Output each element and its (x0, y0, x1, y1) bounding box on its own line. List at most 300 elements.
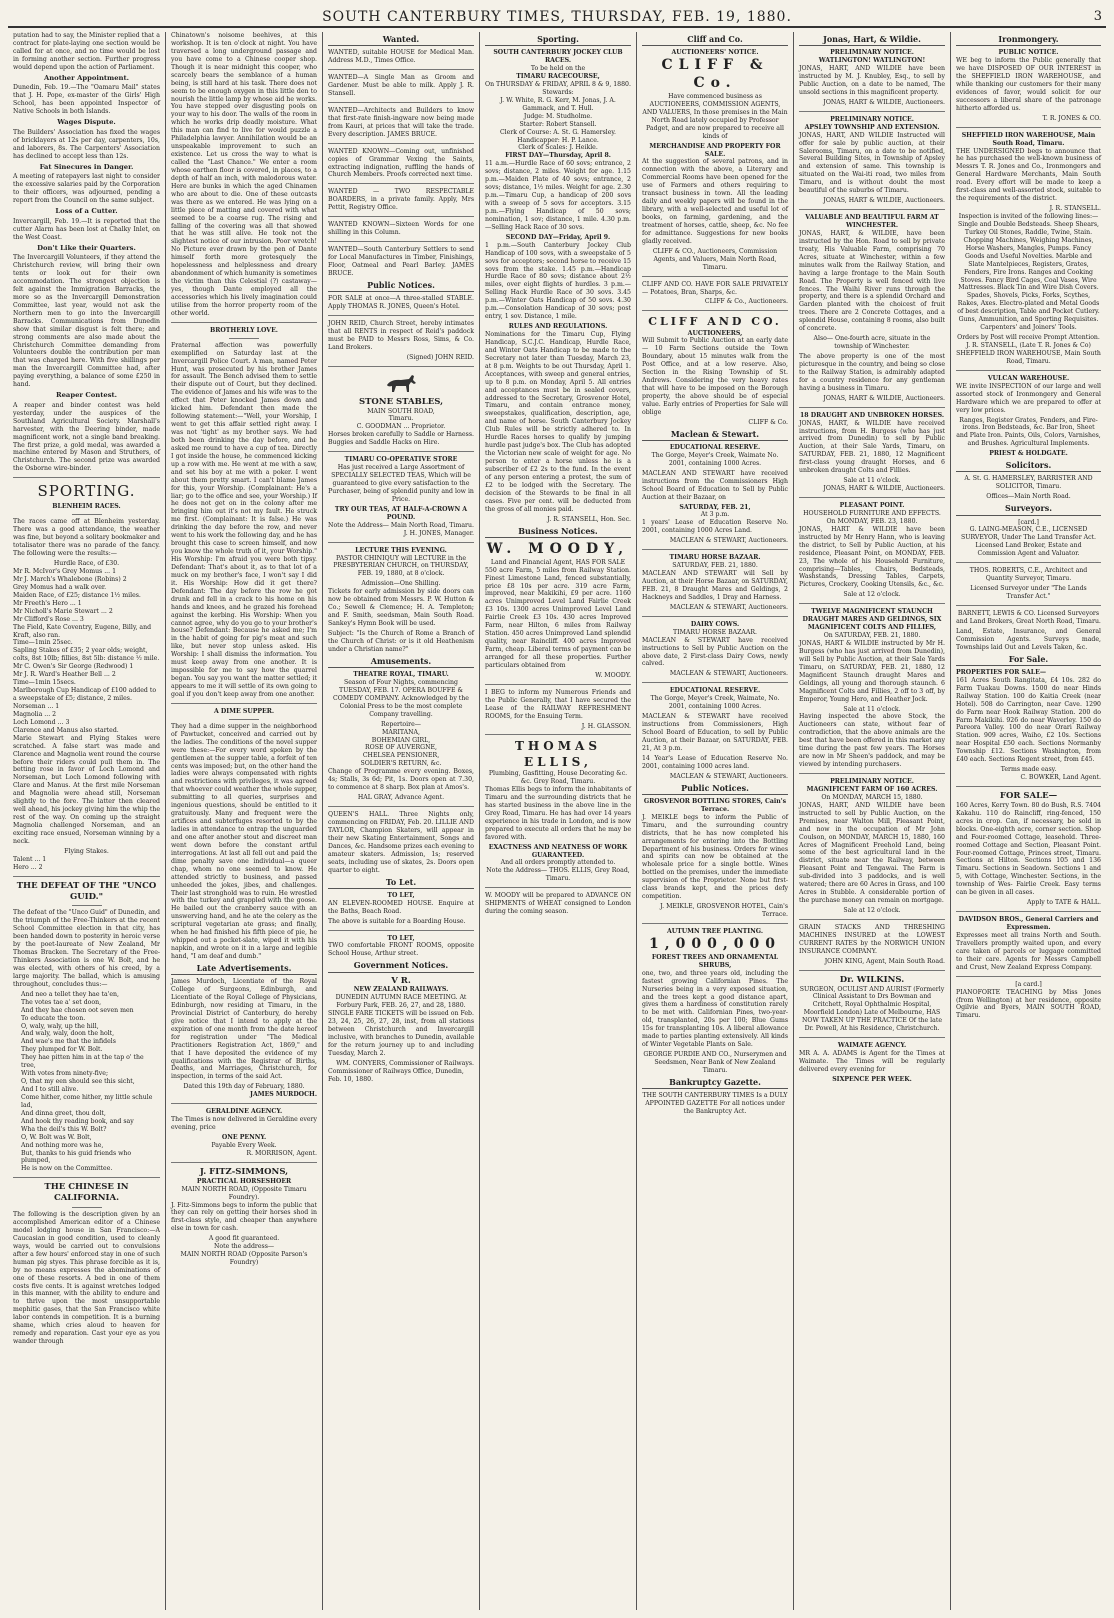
ad-text: G. LAING-MEASON, C.E., LICENSED SURVEYOR, Under The Land Transfer Act. Licensed Land Broker, Estate and Commission Agent and Valuator. (960, 526, 1097, 558)
article-title: THE DEFEAT OF THE "UNCO GUID." (16, 880, 157, 902)
race-line: Magnolia ... 2 (13, 710, 57, 718)
ad-text: AN ELEVEN-ROOMED HOUSE. Enquire at the Baths, Beach Road. (328, 899, 474, 915)
ad-address: Note the Address— THOS. ELLIS, Grey Road, Timaru. (486, 867, 630, 883)
ad-title: NEW ZEALAND RAILWAYS. (353, 986, 449, 994)
subheading: Loss of a Cutter. (55, 207, 118, 215)
verse (13, 991, 160, 1174)
ad-address: Offices—Main North Road. (986, 493, 1071, 501)
ad-signature: MACLEAN & STEWART, Auctioneers. (669, 670, 788, 678)
ad-signature: R. MORRISON, Agent. (246, 1149, 317, 1157)
column-5 (636, 32, 793, 1610)
divider (328, 806, 474, 807)
ad-text: At the suggestion of several patrons, and in connection with the above, a Literary and Commercial Rooms have been opened for the use of Farmers and others requiring to transact business in town. All the leading daily and weekly papers will be found in the library, with a well-selected and useful lot of books, on farming, gardening, and the treatment of horses, cattle, sheep, &c. No fee for admittance. Suggestions for new books gladly received. (642, 158, 788, 245)
ad-address: MAIN NORTH ROAD (Opposite Parson's Foundry) (180, 1251, 308, 1267)
ad-title: WATLINGTON! WATLINGTON! (818, 57, 926, 65)
ad-text: Admission—One Shilling. (361, 580, 441, 588)
article-text: Chinatown's noisome beehives, at this workshop. It is ten o'clock at night. You have traversed a long underground passage and you have come to a Chinese cooper shop. Though it is near midnight this cooper, who scarcely bears the semblance of a human being, is still hard at his task. There does not seem to be enough oxygen in this little den to nourish the little lamp by whose aid he works. You have stepped over disgusting pools on your way to his door. The walls of the room in which he works drip deadly moisture. What this man can find to live for would puzzle a Philadelphia lawyer. Annihilation would be an unspeakable improvement to such an existence. Let us cross the way to what is called the "Last Chance." We enter a room whose earthen floor is covered, in places, to a depth of half an inch, with malodorous water. Here are bunks in which the aged Chinamen who are about to die. One of these outcasts was there as we entered. He was lying on a little piece of matting and covered with what seemed to be a coarse rug. The rising and falling of the covering was all that showed that he was still alive. He took not the slightest notice of our intrusion. Poor wretch! No Picture ever drawn by the pen of Dante himself forth more grotesquely the hopelessness and helplessness and dreary abandonment of which humanity is sometimes the victim than this Celestial (?) castaway—yes, though Dante employed all the accessories which his lively imagination could utilise from the horror property room of the other world. (171, 32, 317, 317)
divider (485, 887, 631, 888)
ad-title: THEATRE ROYAL, TIMARU. (353, 671, 449, 679)
ad-date: On SATURDAY, FEB. 21, 1880. (823, 632, 921, 640)
ad-signature: WM. CONYERS, Commissioner of Railways. (336, 1059, 474, 1067)
ad-text: To be held on the (530, 65, 586, 73)
ad-signature: MACLEAN & STEWART, Auctioneers. (669, 537, 788, 545)
classified-ad: FOR SALE at once—A three-stalled STABLE. Apply THOMAS R. JONES, Queen's Hotel. (328, 295, 474, 311)
article-text: The defeat of the "Unco Guid" of Dunedin, and the triumph of the Free-Thinkers at the recent School Committee election in that city, has been handed down to posterity in heroic verse by the poet-laureate of New Zealand, Mr Thomas Bracken. The Secretary of the Free-Thinkers Association is one W. Bolt, and he was elected, with others of his creed, by a large majority. The ballad, which is amusing throughout, concludes thus:— (13, 909, 160, 988)
ad-text: MR A. A. ADAMS is Agent for the Times at Waimate. The Times will be regularly delivered every evening for (799, 1050, 945, 1073)
ad-text: Nominations for the Timaru Cup, Flying Handicap, S.C.J.C. Handicap, Hurdle Race, and Winter Oats Handicap to be made to the Secretary not later than Tuesday, March 23, at 8 p.m. Weights to be out Thursday, April 1. Acceptances, with sweep and general entries, up to 8 p.m. on Monday, April 5. All entries and acceptances must be in sealed covers, addressed to the Secretary, Grosvenor Hotel, Timaru, and contain entrance money, sweepstakes, qualification, description, age, and name of horse. South Canterbury Jockey Club Rules will be strictly adhered to. In Hurdle Races horses to qualify by jumping hurdle past judge's box. The Club has adopted the Victorian new scale of weight for age. No person to enter a horse unless he is a subscriber of £2 2s to the fund. In the event of any person entering a protest, the sum of £2 to be lodged with the Secretary. The decision of the Stewards to be final in all cases. Five per cent. will be deducted from the gross of all monies paid. (485, 331, 631, 513)
ad-title: MAGNIFICENT FARM OF 160 ACRES. (806, 785, 938, 793)
ad-text: 161 Acres South Rangitata, £4 10s. 282 do Farm Tuakau Downs. 1500 do near Hinds Railway Station. 100 do Kaitia Creek (near Hotel). 508 do Carrington, near Cave. 1290 do Farm near Hook Railway Station. 200 do Farm Makikihi. 926 do near Waverley. 150 do Pareora Valley. 100 do near Orari Railway Station. 909 acres, Waiho, £2 10s. Sections near Hospital £50 each. Sections Normanby Township £12. Sections Washington, from £40 each. Sections Regent street, from £45. (956, 676, 1101, 764)
ad-text: A good fit guaranteed. (208, 1235, 280, 1243)
article-text: They had a dime supper in the neighborhood of Pawtucket, conceived and carried out by the ladies. The conditions of the novel supper were these:—For every word spoken by the gentlemen at the supper table, a forfeit of ten cents was imposed; but, on the other hand the ladies were always compensated with rights and restrictions with privileges, it was agreed that whoever could weather the whole supper, submitting to all queries, surprises and ingenious questions, should be entitled to it gratuitously. Many and frequent were the artifices and subterfuges resorted to by the ladies in attendance to entrap the unguarded and one after another stout and discreet man went down before the constant artful interrogations. At last all fell out and paid the dime penalty save one individual—a queer chap, whom no one seemed to know. He attended strictly to business, and passed unheeded the jokes, jibes, and challenges. Their last stronghold was to ruin. He wrestled with the turkey and grappled with the goose. He bailed out the cranberry sauce with an unswerving hand, and he ate the celery as the scriptural vegetarian ate grass; and finally, when he had finished his fifth piece of pie, he whipped out a pocket-slate, wiped it with his napkin, and wrote on it in a large and legible hand, "I am deaf and dumb." (171, 722, 317, 960)
divider (328, 930, 474, 931)
divider (799, 773, 945, 774)
ad-title: STONE STABLES, (358, 396, 444, 407)
article-text: putation had to say, the Minister replied that a contract for plate-laying one section would be called for at once, and no time would be lost in forming another section. Further progress would depend upon the action of Parliament. (13, 32, 160, 71)
ad-text: C. GOODMAN ... Proprietor. (356, 423, 446, 431)
divider (72, 1207, 102, 1208)
ad-text: Sale at 12 o'clock. (843, 591, 901, 599)
ad-signature: JONAS, HART & WILDIE, Auctioneers. (823, 197, 945, 205)
royal-cipher: V R. (391, 975, 411, 986)
ad-text: TRY OUR TEAS, AT HALF-A-CROWN A POUND. (334, 505, 468, 521)
race-heading: Flying Stakes. (64, 847, 109, 855)
ad-title: PRELIMINARY NOTICE. (830, 115, 914, 123)
article-text: Dunedin, Feb. 19.—The "Oamaru Mail" states that J. H. Pope, ex-master of the Girls' High School, has been appointed Inspector of Native Schools in both Islands. (13, 84, 160, 116)
ad-text: Sale at 11 o'clock. (843, 477, 901, 485)
ad-title: GERALDINE AGENCY. (205, 1108, 283, 1116)
ad-title-large: 1,000,000 (649, 935, 781, 952)
verse-line: And nothing more was he, (21, 1141, 104, 1149)
divider (13, 1177, 160, 1178)
race-line: Mr Freeth's Hero ... 1 (13, 599, 82, 607)
ad-text: Change of Programme every evening. Boxes, 4s; Stalls, 3s 6d; Pit, 1s. Doors open at 7.30, to commence at 8 sharp. Box plan at Amos's. (328, 768, 474, 792)
ad-text: JONAS, HART & WILDIE have been instructed by Mr Henry Hann, who is leaving the district, to Sell by Public Auction, at his residence, Pleasant Point, on MONDAY, FEB. 23, The whole of his Household Furniture, comprising—Tables, Chairs, Bedsteads, Washstands, Dressing Tables, Carpets, Pictures, Crockery, Cooking Utensils, &c., &c. (799, 525, 945, 589)
divider (171, 1162, 317, 1163)
ad-title: SHEFFIELD IRON WAREHOUSE, Main South Road, Timaru. (961, 131, 1096, 147)
ad-text: James Murdoch, Licentiate of the Royal College of Surgeons, Edinburgh, and Licentiate of the Royal College of Physicians, Edinburgh, now residing at Timaru, in the Provincial District of Canterbury, do hereby give notice that I intend to apply at the expiration of one month from the date hereof for registration under "The Medical Practitioners Registration Act, 1869," and that I have deposited the evidence of my qualifications with the Registrar of Births, Deaths, and Marriages, Christchurch, for inspection, in terms of the said Act. (171, 978, 317, 1081)
ad-text: I BEG to inform my Numerous Friends and the Public Generally, that I have secured the Lease of the RAILWAY REFRESHMENT ROOMS, for the Ensuing Term. (485, 688, 631, 720)
ad-text: The above property is one of the most picturesque in the country, and being so close to the Railway Station, is admirably adapted for a country residence for any gentleman having a business in Timaru. (799, 353, 945, 392)
divider (328, 366, 474, 367)
ad-text: Payable Every Week. (211, 1141, 277, 1149)
ad-subtitle: AUCTIONEERS, (687, 329, 743, 337)
play-title: BOHEMIAN GIRL, (371, 736, 431, 744)
article-text: The races came off at Blenheim yesterday. There was a good attendance, the weather was fine, but beyond a solitary bookmaker and totalisator there was no parade of the fancy. The following were the results:— (13, 518, 160, 558)
race-line: Grey Momus had a walk over. (13, 583, 107, 591)
ad-address: MAIN NORTH ROAD, (Opposite Timaru Foundry). (181, 1185, 307, 1201)
ad-text: PASTOR CHINIQUY will LECTURE in the PRESBYTERIAN CHURCH, on THURSDAY, FEB. 19, 1880, at 8 o'clock. (333, 554, 469, 578)
section-title-business-notices: Business Notices. (485, 526, 631, 538)
ad-text: The Times is now delivered in Geraldine every evening, price (171, 1116, 317, 1132)
ad-title: GROSVENOR BOTTLING STORES, Cain's Terrace. (643, 797, 787, 813)
ad-text: Terms made easy. (1000, 766, 1057, 774)
ad-text: Subject: "Is the Church of Rome a Branch of the Church of Christ: or is it old Heathenism under a Christian name?" (328, 629, 474, 653)
divider (229, 338, 259, 339)
ad-text: Orders by Post will receive Prompt Attention. (957, 334, 1100, 342)
ad-text: JONAS, HART, AND WILDIE have been instructed by M. J. Knubley, Esq., to sell by Public Auction, on a date to be named, The unsold sections in this magnificent property. (799, 65, 945, 96)
ad-subtitle: TIMARU HORSE BAZAAR. (673, 628, 757, 636)
ad-signature: CLIFF & Co., Auctioneers. (704, 298, 788, 306)
ad-text: THOS. ROBERTS, C.E., Architect and Quantity Surveyor, Timaru. (969, 567, 1088, 583)
divider (328, 143, 474, 144)
verse-line: And they hae chosen oot seven men (21, 1006, 134, 1014)
ad-text: W. MOODY will be prepared to ADVANCE ON SHIPMENTS of WHEAT consigned to London during the coming season. (485, 892, 631, 916)
divider (956, 370, 1101, 371)
ad-title: SOUTH CANTERBURY JOCKEY CLUB RACES. (493, 49, 623, 65)
race-line: Loch Lomond ... 3 (13, 718, 70, 726)
race-line: The Field, Kate Coventry, Eugene, Billy, and Kraft, also ran. (13, 623, 152, 639)
ad-text: Note the Address— Main North Road, Timaru. (328, 521, 474, 529)
section-title-jonas: Jonas, Hart, & Wildie. (799, 34, 945, 46)
ad-text: Clerk of Course: A. St. G. Hamersley. (499, 128, 617, 136)
ad-signature: J. H. GLASSON. (581, 722, 631, 730)
divider (328, 451, 474, 452)
divider (328, 315, 474, 316)
ad-title: AUTUMN TREE PLANTING. (666, 927, 764, 935)
ad-subtitle: MERCHANDISE AND PROPERTY FOR SALE. (649, 142, 781, 158)
ad-text: Horses broken carefully to Saddle or Harness. Buggies and Saddle Hacks on Hire. (328, 431, 474, 447)
verse-line: O, that my een should see this sicht, (21, 1078, 135, 1086)
ad-signature: T. R. JONES & CO. (1042, 114, 1101, 122)
subheading: Another Appointment. (43, 73, 130, 82)
divider (171, 703, 317, 704)
verse-line: And wae's me that the infidels (21, 1038, 116, 1046)
ad-title: VALUABLE AND BEAUTIFUL FARM AT WINCHESTER. (805, 214, 939, 230)
ad-text: JONAS, HART, AND WILDIE have been instructed to sell by Public Auction, on the Premises, near Walton Mill, Pleasant Point, and now in the occupation of Mr John Coulson, on MONDAY, MARCH 15, 1880, 160 Acres of Magnificent Freehold Land, being some of the best agricultural land in the district, situate near the Railway, between Pleasant Point and Tengawai. The Farm is sub-divided into 3 paddocks, and is well watered; there are 60 Acres in Grass, and 100 Acres in Stubble. A considerable portion of the purchase money can remain on mortgage. (799, 801, 945, 905)
masthead-title: SOUTH CANTERBURY TIMES, THURSDAY, FEB. 19, 1880. (322, 9, 792, 25)
ad-date: Commissioner of Railways Office, Dunedin, Feb. 10, 1880. (328, 1067, 464, 1083)
divider (328, 241, 474, 242)
ad-address: Timaru. (388, 415, 414, 423)
ad-date: On THURSDAY & FRIDAY, APRIL 8 & 9, 1880. (485, 80, 631, 88)
race-day-heading: FIRST DAY—Thursday, April 8. (505, 152, 611, 160)
ad-signature: W. MOODY. (595, 671, 631, 679)
section-title-government-notices: Government Notices. (328, 960, 474, 972)
ad-text: Repertoire— (381, 720, 421, 728)
section-title-for-sale: For Sale. (956, 654, 1101, 666)
section-title-to-let: To Let. (328, 877, 474, 889)
verse-line: And neo a tellet they hae ta'en, (21, 990, 119, 998)
divider (799, 1037, 945, 1038)
ad-text: Clerk of Scales: J. Heikle. (518, 144, 598, 152)
ad-text: GRAIN STACKS AND THRESHING MACHINES INSURED at the LOWEST CURRENT RATES by the NORWICH UNION INSURANCE COMPANY. (799, 923, 945, 955)
ad-title: Dr. WILKINS. (839, 974, 905, 985)
article-text: A meeting of ratepayers last night to consider the excessive salaries paid by the Corporation to their officers, was adjourned, pending a report from the Council on the same subject. (13, 173, 160, 205)
verse-line: They hae pitten him in at the tap o' the tree, (21, 1054, 144, 1070)
ad-subtitle: PRACTICAL HORSESHOER (196, 1177, 292, 1185)
ad-text: Single and Double Bedsteads. Sheep Shears, Turkey Oil Stones, Raddle, Twine, Stain. Chopping Machines, Weighing Machines, Horse Washers, Mangles, Pumps. Fancy Goods and Useful Novelties. Marble and Slate Mantelpieces, Registers, Grates, Fenders, Fire Irons. Ranges and Cooking Stoves. Fancy Bird Cages, Coal Vases, Wire Mattresses. Black Tin and Wire Dish Covers. Spades, Shovels, Picks, Forks, Scythes, Rakes, Axes. Electro-plated and Metal Goods of best description, Table and Pocket Cutlery. Guns, Ammunition, and Sporting Requisites. Carpenters' and Joiners' Tools. (957, 220, 1100, 332)
divider (799, 111, 945, 112)
section-title-amusements: Amusements. (328, 656, 474, 668)
ad-title: LECTURE THIS EVENING. (355, 546, 447, 554)
section-title-ironmongery: Ironmongery. (956, 34, 1101, 46)
divider (328, 102, 474, 103)
horse-icon (381, 371, 421, 395)
ad-title: TO LET, (387, 891, 415, 899)
divider (642, 682, 788, 683)
race-line: Mr C. Owen's Sir George (Redwood) 1 (13, 663, 134, 671)
ad-text: JONAS, HART & WILDIE instructed by Mr H. Burgess (who has just arrived from Dunedin), will Sell by Public Auction, at their Sale Yards Timaru, on SATURDAY, FEB. 21, 1880, 12 Magnificent Staunch draught Mares and Geldings, all young and thorough staunch. 6 Magnificent Colts and Fillies, 2 off to 3 off, by Emperor, Young Hero, and Heather Jock. (799, 640, 945, 703)
column-3 (322, 32, 479, 1610)
verse-line: And waly, waly, doon the holt, (21, 1030, 115, 1038)
ad-text: Have commenced business as AUCTIONEERS, COMMISSION AGENTS, AND VALUERS, In those premises in the Main North Road lately occupied by Professor Padget, and are now prepared to receive all kinds of (642, 92, 788, 140)
play-title: ROSE OF AUVERGNE, (365, 744, 437, 752)
ad-signature: MACLEAN & STEWART, Auctioneers. (669, 772, 788, 780)
subheading: Wages Dispute. (57, 118, 116, 127)
ad-text: J. Fitz-Simmons begs to inform the public that they can rely on getting their horses shod in first-class style, and cheaper than anywhere else in town for cash. (171, 1201, 317, 1233)
divider (642, 276, 788, 277)
ad-title: THOMAS ELLIS, (515, 739, 601, 769)
race-line: Time—1min 25sec. (13, 639, 73, 647)
divider (328, 183, 474, 184)
classified-ad: JOHN REID, Church Street, hereby intimates that all RENTS in respect of Reid's paddock must be PAID to Messrs Ross, Sims, & Co. Land Brokers. (328, 319, 474, 351)
divider (799, 603, 945, 604)
ad-text: Sale at 12 o'clock. (843, 907, 901, 915)
ad-signature: HAL GRAY, Advance Agent. (357, 794, 445, 802)
ad-title-large: CLIFF & Co. (661, 57, 769, 92)
ad-text: MACLEAN AND STEWART have received instructions from the Commissioners High School Board of Education to Sell by Public Auction at their Bazaar, on (642, 469, 788, 501)
divider (956, 127, 1101, 128)
ad-text: Licensed Surveyor under "The Lands Transfer Act." (970, 585, 1087, 601)
ad-text: JONAS, HART, & WILDIE have received instructions, from H. Burgess (who has just arrived from Dunedin) to sell by Public Auction, at their Sale Yards, Timaru, on SATURDAY, FEB. 21, 1880, 12 Magnificent first-class young draught Horses, and 6 unbroken draught Colts and Fillies. (799, 419, 945, 475)
article-text: A reaper and binder contest was held yesterday, under the auspices of the Southland Agricultural Society. Marshall's harvester, with the Deering binder, made magnificent work, not a single band breaking. The first prize, a gold medal, was awarded a machine entered by Mason and Struthers, of Christchurch. The second prize was awarded the Osborne wire-binder. (13, 401, 160, 473)
ad-text: Thomas Ellis begs to inform the inhabitants of Timaru and the surrounding districts that he has started business in the above line in the Grey Road, Timaru. He has had over 14 years experience in his trade in London, and is now prepared to execute all orders that he may be favored with. (485, 786, 631, 841)
ad-text: Note the address— (213, 1243, 275, 1251)
ad-date: On MONDAY, MARCH 15, 1880. (821, 793, 923, 801)
ad-text: MACLEAN & STEWART have received instructions from Commissioners, High School Board of Education, to sell by Public Auction, at their Bazaar, on SATURDAY, FEB. 21, At 3 p.m. (642, 713, 788, 752)
ad-text: WE beg to inform the Public generally that we have DISPOSED OF OUR INTEREST in the SHEFFIELD IRON WAREHOUSE, and while thanking our customers for their many evidences of favor, would solicit for our successors a liberal share of the patronage hitherto afforded us. (956, 57, 1101, 112)
race-line: Talent ... 1 (13, 855, 47, 863)
ad-title: AUCTIONEERS' NOTICE. (671, 49, 759, 57)
masthead (8, 6, 1106, 28)
divider (956, 562, 1101, 563)
ad-text: 160 Acres, Kerry Town. 80 do Bush, R.S. 7404 Kakahu. 110 do Raincliff, ring-fenced, 150 acres in crop. Can, if necessary, be sold in blocks. One-eighth acre, corner section. Shop and Four-roomed Cottage, leasehold. Three-roomed Cottage and Section, Pleasant Point. Four-roomed Cottage, Princes street, Timaru. Sections at Hilton. Sections 105 and 136 Timaru. Sections in Seadown. Sections 1 and 5, with Cottage, Winchester. Sections, in the township of Wes- Fairlie Creek. Easy terms can be given in all cases. (956, 801, 1101, 897)
race-line: Hero ... 2 (13, 863, 43, 871)
ad-title: PROPERTIES FOR SALE— (956, 668, 1047, 676)
classified-ad: WANTED—A Single Man as Groom and Gardener. Must be able to milk. Apply J. R. Stansell. (328, 74, 474, 97)
section-title-wanted: Wanted. (328, 34, 474, 46)
section-title-surveyors: Surveyors. (956, 503, 1101, 515)
ad-text: And all orders promptly attended to. (500, 859, 616, 867)
ad-subtitle: HOUSEHOLD FURNITURE AND EFFECTS. On MONDAY, FEB. 23, 1880. (803, 509, 941, 525)
race-line: Marlborough Cup Handicap of £100 added to a sweepstake of £5; distance, 2 miles. (13, 687, 157, 702)
play-title: MARITANA, (381, 728, 420, 736)
ad-title: TIMARU RACECOURSE, (516, 73, 600, 81)
ad-text: BARNETT, LEWIS & CO. Licensed Surveyors and Land Brokers, Great North Road, Timaru. (956, 609, 1101, 625)
section-title-sporting: SPORTING. (37, 482, 136, 501)
ad-text: Season of Four Nights, commencing TUESDAY, FEB. 17. OPERA BOUFFE & COMEDY COMPANY. Acknowledged by the Colonial Press to be the most complete Company travelling. (333, 678, 469, 718)
ad-signature: J. H. JONES, Manager. (403, 529, 474, 537)
race-line: Time—1min 15secs. (13, 679, 76, 687)
ad-text: 14 Year's Lease of Education Reserve No. 2001, containing 1000 acres land. (642, 754, 788, 770)
ad-text: J. MEIKLE begs to inform the Public of Timaru, and the surrounding country districts, that he has now completed his arrangements for entering into the Bottling Department of his business. Orders for wines and spirits can now be obtained at the wholesale price for a single bottle. Wines bottled on the premises, under the immediate supervision of the Proprietor. None but first-class brands kept, and the prices defy competition. (642, 813, 788, 901)
play-title: SOLDIER'S RETURN, &c. (360, 760, 442, 768)
ad-title: EDUCATIONAL RESERVE. (669, 443, 761, 451)
ad-signature: JONAS, HART & WILDIE, Auctioneers. (823, 394, 945, 402)
ad-title: TIMARU CO-OPERATIVE STORE (344, 456, 458, 464)
ad-signature: JOHN KING, Agent, Main South Road. (824, 957, 945, 965)
ad-signature: J. MEIKLE, GROSVENOR HOTEL, Cain's Terrace. (660, 903, 788, 919)
divider (799, 919, 945, 920)
ad-text: JONAS, HART, AND WILDIE Instructed will offer for sale by public auction, at their Salerooms, Timaru, on a date to be notified, Several Building Sites, in Township of Apsley and extension of same. This township is situated on the Wai-iti road, two miles from Timaru, and is without doubt the most beautiful of the suburbs of Timaru. (799, 131, 945, 195)
ad-text: 1 years' Lease of Education Reserve No. 2001, containing 1000 Acres Land. (642, 519, 788, 535)
divider (171, 1103, 317, 1104)
ad-signature: J. R. STANSELL. (1049, 205, 1101, 213)
ad-text: Stewards: (542, 88, 574, 96)
ad-text: Sale at 11 o'clock. (843, 705, 901, 713)
ad-signature: GEORGE PURDIE AND CO., Nurserymen and Seedsmen, Near Bank of New Zealand Timaru. (643, 1051, 787, 1074)
ad-title: TO LET, (387, 934, 415, 942)
race-line: Mr J. R. Ward's Heather Bell ... 2 (13, 671, 116, 679)
ad-signature: C. BOWKER, Land Agent. (1020, 774, 1101, 782)
play-title: CHELSEA PENSIONER, (362, 752, 440, 760)
ad-signature: JONAS, HART & WILDIE, Auctioneers. (823, 485, 945, 493)
ad-title: J. FITZ-SIMMONS, (199, 1166, 289, 1177)
subheading: Fat Sinecures in Danger. (39, 162, 134, 171)
ad-signature: PRIEST & HOLDGATE. (989, 450, 1068, 458)
article-text: Invercargill, Feb. 19.—It is reported that the cutter Alarm has been lost at Chalky Inlet, on the West Coast. (13, 217, 160, 241)
ad-signature: J. R. STANSELL, Hon. Sec. (547, 515, 631, 523)
ad-text: THE SOUTH CANTERBURY TIMES Is a DULY APPOINTED GAZETTE For all notices under the Bankruptcy Act. (642, 1092, 788, 1115)
race-line: Mr Clifford's Rose ... 3 (13, 615, 84, 623)
column-4 (479, 32, 636, 1610)
ad-text: SINGLE FARE TICKETS will be issued on Feb. 23, 24, 25, 26, 27, 28, inst, from all stations between Christchurch and Invercargill inclusive, with branches to Dunedin, available for the return journey up to and including Tuesday, March 2. (328, 1010, 474, 1057)
ad-text: Starter: Robert Stansell. (519, 120, 597, 128)
column-1 (8, 32, 165, 1610)
ad-title: WAIMATE AGENCY. (837, 1042, 907, 1050)
section-title-cliff: Cliff and Co. (642, 34, 788, 46)
ad-text: JONAS, HART, & WILDIE, have been instructed by the Hon. Road to sell by private treaty, His Valuable Farm, comprising 70 Acres, situate at Winchester, within a few minutes walk from the Railway Station, and having a large frontage to the Main South Road. The Property is well fenced with live fences. The Waihi River runs through the property, and there is a splendid Orchard and Garden planted with the choicest of fruit trees. There are 2 Concrete Cottages, and a splendid House, containing 8 rooms, also built of concrete. (799, 229, 945, 333)
ad-subtitle: RULES AND REGULATIONS. (508, 323, 608, 331)
ad-signature: Apply to TATE & HALL. (1026, 899, 1101, 907)
subheading: Don't Like their Quarters. (37, 243, 136, 252)
divider (956, 976, 1101, 977)
ad-title: DAVIDSON BROS., General Carriers and Expressmen. (958, 916, 1099, 931)
column-2 (165, 32, 322, 1610)
section-title-sporting: Sporting. (485, 34, 631, 46)
divider (642, 310, 788, 311)
article-title: A DIME SUPPER. (213, 707, 275, 715)
ad-title: DAIRY COWS. (690, 620, 740, 628)
race-line: Clarence and Manus also started. (13, 726, 119, 734)
verse-line: The votes tae a' set doon, (21, 998, 102, 1006)
race-line: Norseman ... 1 (13, 702, 60, 710)
race-line: Mr J. March's Whalebone (Robins) 2 (13, 575, 127, 583)
ad-text: Also— One-fourth acre, situate in the township of Winchester. (813, 335, 931, 351)
classified-ad: WANTED—Architects and Builders to know that first-rate finish-ingware now being made from Kauri, at prices that will take the trade. Every description. JAMES BRUCE. (328, 106, 474, 138)
ad-title: PRELIMINARY NOTICE. (830, 49, 914, 57)
ad-signature: (Signed) JOHN REID. (406, 353, 474, 361)
ad-text: 1 p.m.—South Canterbury Jockey Club Handicap of 100 sovs, with a sweepstake of 5 sovs for acceptors; second horse to receive 15 sovs from the stake. 1.45 p.m.—Handicap Hurdle Race of 80 sovs; distance about 2½ miles, over eight flights of hurdles. 3 p.m.—Selling Hack Hurdle Race of 30 sovs. 3.45 p.m.—Winter Oats Handicap of 50 sovs. 4.30 p.m.—Consolation Handicap of 30 sovs; post entry, 1 sov. Distance, 1 mile. (485, 241, 631, 321)
divider (485, 734, 631, 735)
ad-date: At 3 p.m. (700, 511, 730, 519)
ad-text: Ranges, Register Grates, Fenders, and Fire-irons. Iron Bedsteads, &c. Bar Iron, Sheet and Plate Iron. Paints, Oils, Colors, Varnishes, and Brushes. Agricultural Implements. (956, 416, 1101, 448)
verse-line: To educate the toon. (21, 1014, 86, 1022)
article-text: The Builders' Association has fixed the wages of bricklayers at 12s per day, carpenters, 10s, and laborers, 8s. The Carpenters' Association has declined to accept less than 12s. (13, 128, 160, 160)
ad-title: TWELVE MAGNIFICENT STAUNCH DRAUGHT MARES AND GELDINGS, SIX MAGNIFICENT COLTS AND FILLIES, (802, 608, 942, 632)
ad-text: WE invite INSPECTION of our large and well assorted stock of Ironmongery and General Hardware which we are prepared to offer at very low prices. (956, 382, 1101, 414)
race-line: Mr R. McIvor's Grey Momus ... 1 (13, 568, 117, 575)
page-number: 3 (1093, 9, 1102, 24)
article-title: THE CHINESE IN CALIFORNIA. (44, 1182, 129, 1204)
ad-text: CLIFF AND CO. HAVE FOR SALE PRIVATELY— Potatoes, Bran, Sharps, &c. (642, 280, 788, 296)
divider (799, 209, 945, 210)
ad-title: W. MOODY, (486, 540, 630, 557)
ad-text: 11 a.m.—Hurdle Race of 60 sovs; entrance, 2 sovs; distance, 2 miles. Weight for age. 1.15 p.m.—Maiden Plate of 40 sovs; entrance, 2 sovs; distance, 1½ miles. Weight for age. 2.30 p.m.—Timaru Cup, a handicap of 200 sovs with a sweep of 5 sovs for acceptors. 3.15 p.m.—Flying Handicap of 50 sovs; nomination, 1 sov; distance, 1 mile. 4.30 p.m.—Selling Hack Race of 30 sovs. (485, 160, 631, 231)
ad-text: The above is suitable for a Boarding House. (328, 917, 466, 925)
ad-date: SATURDAY, FEB. 21, (679, 503, 751, 511)
divider (13, 876, 160, 877)
ad-text: Having inspected the above Stock, the Auctioneers can state, without fear of contradiction, that the above animals are the best that have been offered in this market any time during the past few years. The Horses are now in Mr Sheen's paddock, and may be viewed by intending purchasers. (799, 713, 945, 769)
divider (642, 616, 788, 617)
verse-line: With votes from ninety-five; (21, 1070, 109, 1078)
verse-line: O, waly, waly, up the hill, (21, 1022, 99, 1030)
ad-price: ONE PENNY. (221, 1134, 267, 1142)
ad-address: MAIN SOUTH ROAD, (367, 407, 435, 415)
article-text: The following is the description given by an accomplished American editor of a Chinese model lodging house in San Francisco:—A Caucasian in good condition, used to cleanly ways, would be carried out to convulsions after a few hours' enforced stay in one of such human pig styes. This phrase forcible as it is, by no means expresses the abominations of one of these resorts. A bed in one of them costs five cents. It is against wretches lodged in this manner, with the ability to endure and to thrive upon the most unsupportable mephitic gases, that the San Francisco white labor contends in competition. It is a burning shame, which cries aloud to heaven for remedy and reparation. Cast your eye as you wander through (13, 1211, 160, 1346)
classified-ad: WANTED—South Canterbury Settlers to send for Local Manufactures in Timber, Finishings, Floor, Oatmeal and Pearl Barley. JAMES BRUCE. (328, 246, 474, 277)
ad-text: Has just received a Large Assortment of SPECIALLY SELECTED TEAS, Which will be guaranteed to give every satisfaction to the Purchaser, being of splendid punity and low in Price. (328, 464, 474, 503)
ad-title: VULCAN WAREHOUSE. (987, 374, 1070, 382)
newspaper-columns (8, 32, 1106, 1610)
verse-line: And dinna greet, thou dolt, (21, 1109, 106, 1117)
ad-text: one, two, and three years old, including the fastest growing Californian Pines. The Nurseries being in a very exposed situation, and the trees kept a good distance apart, gives them a hardiness of constitution rarely to be met with. Californian Pines, two-year-old, transplanted, 20s per 100; Blue Gums 15s for transplanting 10s. A liberal allowance made to parties planting extensively. All kinds of Winter Vegetable Plants on Sale. (642, 969, 788, 1049)
ad-text: Land, Estate, Insurance, and General Commission Agents. Surveys made, Townships laid Out and Levels Taken, &c. (956, 627, 1101, 651)
ad-title: TIMARU HORSE BAZAAR. (669, 554, 761, 562)
race-day-heading: SECOND DAY—Friday, April 9. (505, 233, 611, 241)
column-6 (793, 32, 950, 1610)
verse-line: But, thanks to his guid friends who plumped, (21, 1149, 132, 1165)
divider (956, 911, 1101, 912)
divider (956, 605, 1101, 606)
verse-line: And hook thy reading book, and say (21, 1117, 134, 1125)
ad-text: J. W. White, R. G. Kerr, M. Jonas, J. A. Gammack, and T. Hull. (500, 96, 616, 112)
article-title: BROTHERLY LOVE. (210, 326, 278, 334)
divider (328, 216, 474, 217)
section-title-solicitors: Solicitors. (956, 460, 1101, 472)
ad-text: Judge: M. Studholme. (523, 112, 593, 120)
ad-subtitle: Land and Financial Agent, HAS FOR SALE (490, 558, 626, 566)
ad-signature: MACLEAN & STEWART, Auctioneers. (669, 603, 788, 611)
ad-subtitle: Plumbing, Gasfitting, House Decorating &c. &c. Grey Road, Timaru. (488, 770, 628, 786)
ad-text: Handicapper: H. P. Lance. (517, 136, 599, 144)
divider (799, 497, 945, 498)
divider (485, 684, 631, 685)
section-title-maclean: Maclean & Stewart. (642, 429, 788, 441)
ad-text: Will Submit to Public Auction at an early date— 10 Farm Sections outside the Town Boundary, about 15 minutes walk from the Post Office, and at a low reserve. Also, Section in the Rising Township of St. Andrews. Considering the very heavy rates that will have to be imposed on the Borough property, the above should be of especial value. Early entries of Properties for Sale will oblige (642, 337, 788, 416)
race-heading: Hurdle Race, of £30. (53, 560, 120, 568)
verse-line: Wha the deil's this W. Bolt? (21, 1125, 107, 1133)
ad-signature: J. R. STANSELL, (Late T. R. Jones & Co) SHEFFIELD IRON WAREHOUSE, Main South Road, Timaru. (956, 342, 1101, 365)
ad-title: CLIFF AND CO. (648, 315, 782, 329)
verse-line: They plumped for W. Bolt. (21, 1046, 103, 1054)
ad-text: MACLEAN AND STEWART will Sell by Auction, at their Horse Bazaar, on SATURDAY, FEB. 21, 8 Draught Mares and Geldings, 2 Hackneys and Saddles, 1 Dray and Harness. (642, 570, 788, 601)
divider (956, 786, 1101, 787)
section-title-public-notices: Public Notices. (642, 783, 788, 795)
divider (171, 322, 317, 323)
ad-date: Dated this 19th day of February, 1880. (183, 1083, 305, 1091)
race-line: Sapling Stakes of £35; 2 year olds; weight, colts, 8st 10lb; fillies, 8st 5lb: distance ½ mile. (13, 647, 160, 663)
classified-ad: WANTED KNOWN—Coming out, unfinished copies of Grammar Vexing the Saints, extracting indignation, ruffling the hands of Church Members. Proofs corrected next time. (328, 147, 474, 179)
ad-signature: CLIFF & Co. (748, 418, 788, 426)
divider (328, 542, 474, 543)
divider (72, 905, 102, 906)
classified-ad: WANTED — TWO RESPECTABLE BOARDERS, in a private family. Apply, Mrs Pettit, Registry Office. (328, 188, 474, 212)
ad-text: The Gorge, Meyer's Creek, Waimate, No. 2001, containing 1000 Acres. (650, 695, 780, 711)
article-title: BLENHEIM RACES. (52, 503, 121, 511)
ad-subtitle: FOREST TREES AND ORNAMENTAL SHRUBS, (651, 953, 779, 969)
